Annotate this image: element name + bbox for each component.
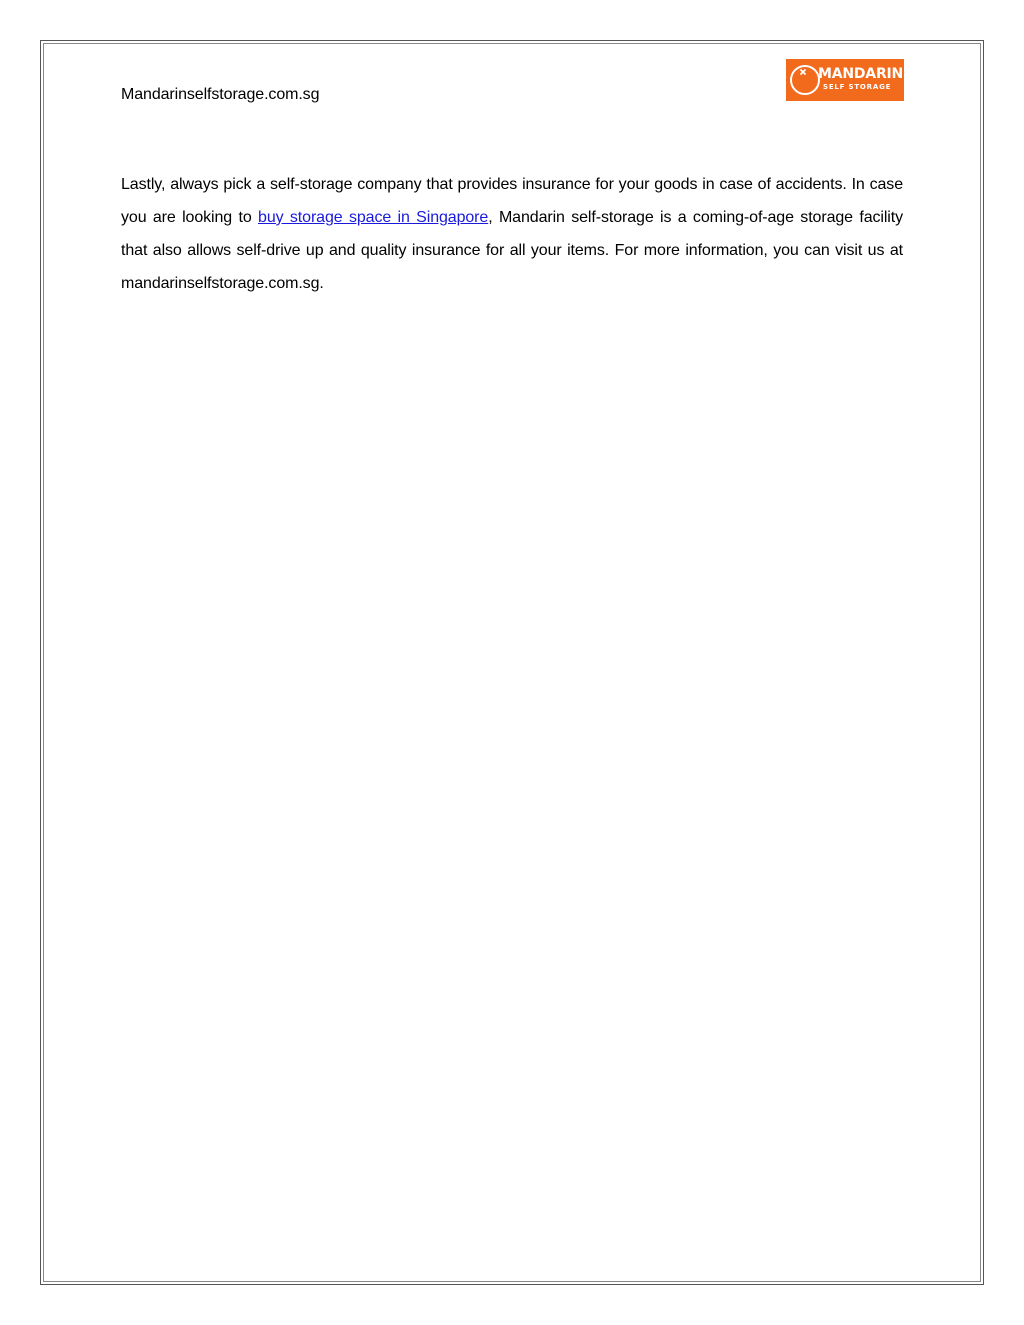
body-text-after-link: , Mandarin self-storage is a coming-of-age storage facility that also allows self-drive up and quality insurance for all your items. For more information, you can visit us at mandarinselfstorage.com.sg. [121, 209, 903, 292]
mandarin-logo [786, 59, 904, 101]
header-site-name: Mandarinselfstorage.com.sg [121, 86, 320, 103]
buy-storage-link[interactable]: buy storage space in Singapore [258, 209, 489, 226]
orange-fruit-icon [786, 59, 822, 101]
logo-wordmark: MANDARIN [818, 66, 904, 82]
logo-subtitle: SELF STORAGE [823, 83, 892, 91]
body-text-before-link: Lastly, always pick a self-storage company that provides insurance for your goods in case of accidents. In case you are looking to [121, 176, 903, 226]
body-paragraph [121, 168, 903, 300]
